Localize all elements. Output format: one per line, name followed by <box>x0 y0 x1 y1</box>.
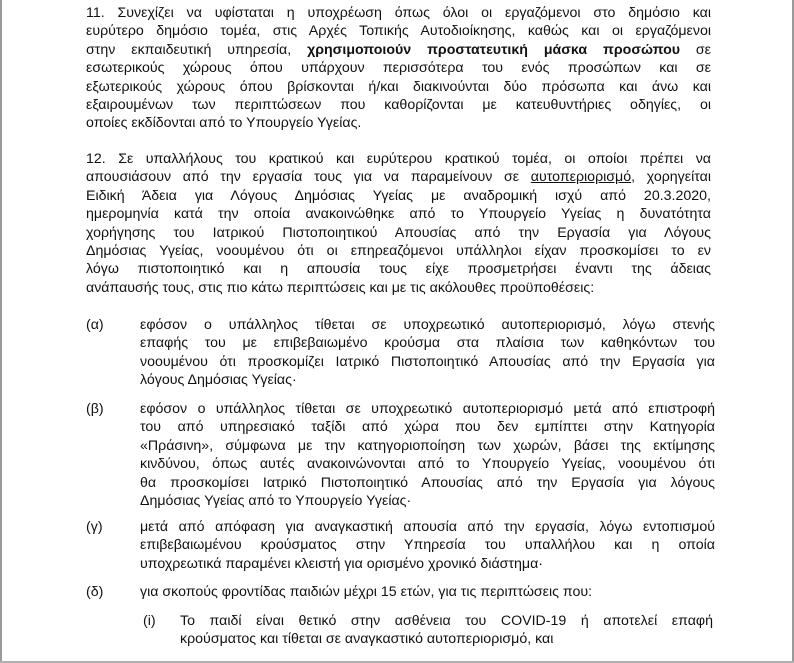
bold-phrase-mask: χρησιμοποιούν προστατευτική μάσκα προσώπου <box>307 41 681 58</box>
text-line: επιβεβαιωμένου κρούσματος στην Υπηρεσία του υπαλλήλου και η οποία <box>140 537 715 554</box>
text-line: του από υπηρεσιακό ταξίδι από χώρα που δεν εμπίπτει στην Κατηγορία <box>140 419 715 436</box>
text-line: 11. Συνεχίζει να υφίσταται η υποχρέωση όπως όλοι οι εργαζόμενοι στο δημόσιο και <box>86 5 711 21</box>
text-line: Δημόσιας Υγείας από το Υπουργείο Υγείας· <box>140 493 412 510</box>
text-line: στην εκπαιδευτική υπηρεσία, χρησιμοποιούν προστατευτική μάσκα προσώπου σε <box>86 41 712 58</box>
text-line: ανάπαυσής τους, στις πιο κάτω περιπτώσεις και με τις ακόλουθες προϋποθέσεις: <box>86 279 595 296</box>
text-line: εφόσον ο υπάλληλος τίθεται σε υποχρεωτικό αυτοπεριορισμό μετά από επιστροφή <box>140 401 715 417</box>
item-label: (β) <box>86 401 104 417</box>
text-line: μετά από απόφαση για αναγκαστική απουσία από την εργασία, λόγω εντοπισμού <box>140 519 715 535</box>
text-line: εξωτερικούς χώρους όπου βρίσκονται ή/και διακινούνται δύο πρόσωπα και άνω και <box>86 78 711 95</box>
text-line: Το παιδί είναι θετικό στην ασθένεια του COVID-19 ή αποτελεί επαφή <box>180 613 713 629</box>
text-line: Ειδική Άδεια για Λόγους Δημόσιας Υγείας με αναδρομική ισχύ από 20.3.2020, <box>86 187 711 204</box>
text-line: χορήγησης του Ιατρικού Πιστοποιητικού Απουσίας από την Εργασία για Λόγους <box>86 224 711 241</box>
text-line: νοουμένου ότι προσκομίζει Ιατρικό Πιστοποιητικό Απουσίας από την Εργασία για <box>140 353 715 370</box>
text-line: 12. Σε υπαλλήλους του κρατικού και ευρύτερου κρατικού τομέα, οι οποίοι πρέπει να <box>86 151 711 167</box>
text-line: ημερομηνία κατά την οποία ανακοινώθηκε από το Υπουργείο Υγείας η δυνατότητα <box>86 206 711 223</box>
text-line: για σκοπούς φροντίδας παιδιών μέχρι 15 ετών, για τις περιπτώσεις που: <box>140 584 593 600</box>
sub-item-label: (i) <box>143 613 156 629</box>
item-label: (α) <box>86 317 104 333</box>
text-line: Δημόσιας Υγείας, νοουμένου ότι οι επηρεαζόμενοι υπάλληλοι είχαν προσκομίσει το εν <box>86 243 711 260</box>
item-label: (δ) <box>86 584 104 600</box>
text-line: «Πράσινη», σύμφωνα με την κατηγοριοποίηση των χωρών, βάσει της εκτίμησης <box>140 437 715 454</box>
paragraph-11 <box>86 4 711 133</box>
text-line: απουσιάσουν από την εργασία τους για να παραμείνουν σε αυτοπεριορισμό, χορηγείται <box>86 169 712 186</box>
text-line: ευρύτερο δημόσιο τομέα, στις Αρχές Τοπικής Αυτοδιοίκησης, καθώς και οι εργαζόμενοι <box>86 23 711 40</box>
frame-border-left <box>0 0 2 663</box>
text-line: οποίες εκδίδονται από το Υπουργείο Υγείας. <box>86 115 362 132</box>
text-line: λόγους Δημόσιας Υγείας· <box>140 372 297 389</box>
text-line: εφόσον ο υπάλληλος τίθεται σε υποχρεωτικό αυτοπεριορισμό, λόγω στενής <box>140 317 715 333</box>
text-line: κινδύνου, όπως αυτές ανακοινώνονται από το Υπουργείο Υγείας, νοουμένου ότι <box>140 456 715 473</box>
text-line: υποχρεωτικά παραμένει κλειστή για ορισμένο χρονικό διάστημα· <box>140 555 544 572</box>
text-line: εσωτερικούς χώρους όπου υπάρχουν περισσότερα του ενός προσώπων και σε <box>86 60 711 77</box>
text-line: εξαιρουμένων των περιπτώσεων που καθορίζονται με κατευθυντήριες οδηγίες, οι <box>86 97 711 114</box>
text-line: επαφής του με επιβεβαιωμένο κρούσμα στα πλαίσια των καθηκόντων του <box>140 335 715 352</box>
underlined-self-isolation: αυτοπεριορισμό <box>530 169 632 186</box>
item-label: (γ) <box>86 519 103 535</box>
text-line: κρούσματος και τίθεται σε αναγκαστικό αυτοπεριορισμό, και <box>180 631 554 648</box>
text-line: θα προσκομίσει Ιατρικό Πιστοποιητικό Απουσίας από την Εργασία για λόγους <box>140 474 715 491</box>
paragraph-12 <box>86 150 711 297</box>
text-line: λόγω πιστοποιητικό και η απουσία τους είχε προσμετρήσει έναντι της άδειας <box>86 261 711 278</box>
